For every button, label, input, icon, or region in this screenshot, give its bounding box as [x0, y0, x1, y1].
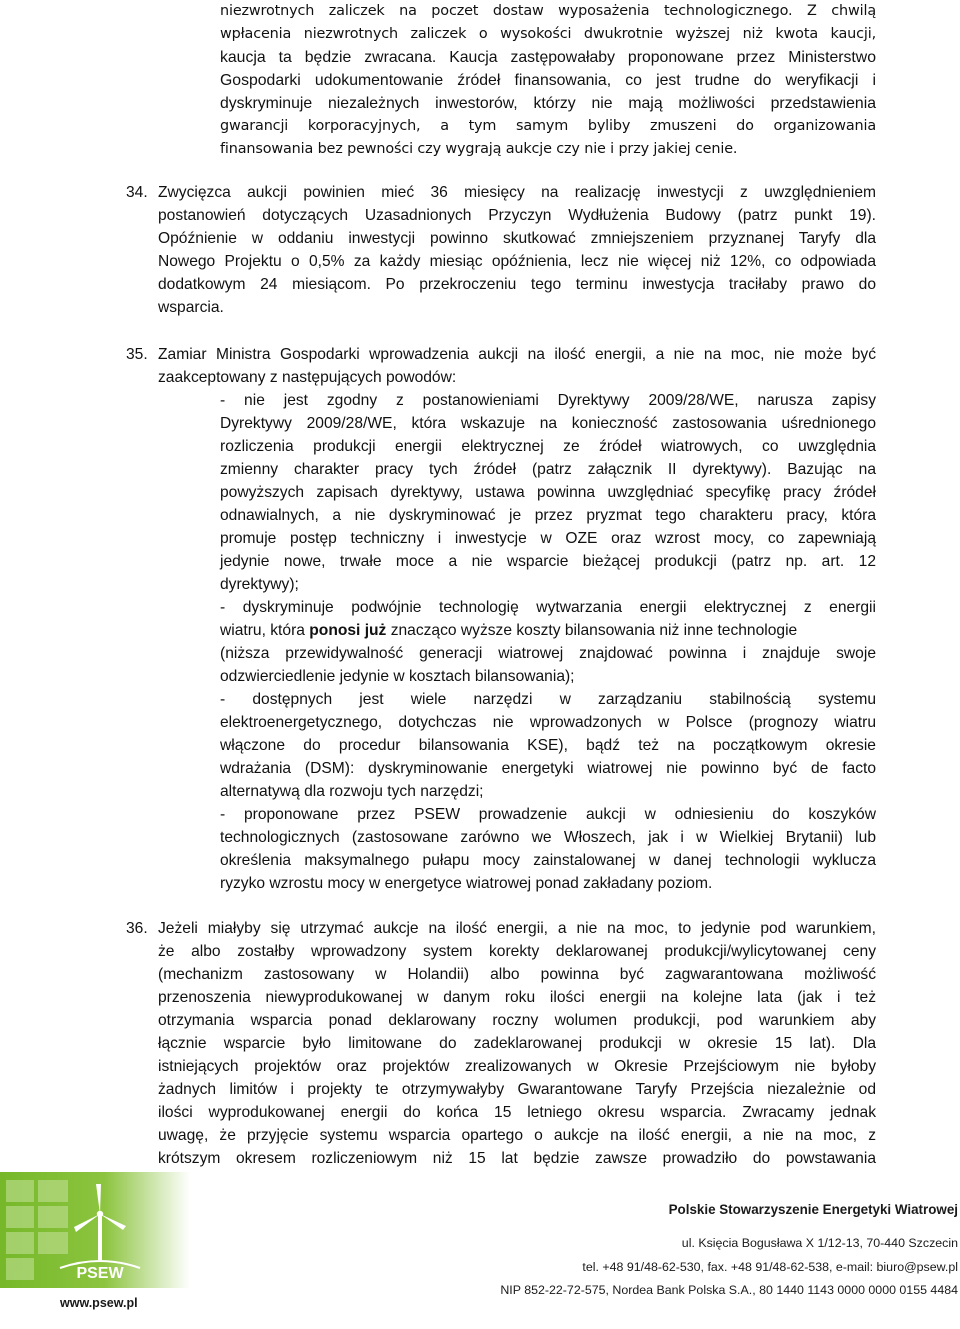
text-line: kaucja ta będzie zwracana. Kaucja zastępowałaby proponowane przez Ministerstwo	[220, 49, 876, 66]
list-item-line: określenia maksymalnego pułapu mocy zainstalowanej w danej technologii wyklucza	[220, 852, 876, 869]
list-item-line: powyższych zapisach dyrektywy, ustawa powinna uwzględniać specyfikę pracy źródeł	[220, 484, 876, 501]
paragraph-34	[158, 181, 876, 319]
text-line: gwarancji korporacyjnych, a tym samym byliby zmuszeni do organizowania	[220, 118, 876, 134]
footer-address: ul. Księcia Bogusława X 1/12-13, 70-440 Szczecin	[681, 1236, 958, 1250]
list-item-line: ryzyko wzrostu mocy w energetyce wiatrowej ponad zakładany poziom.	[220, 875, 713, 892]
footer-website[interactable]: www.psew.pl	[60, 1296, 138, 1310]
paragraph-number: 35.	[126, 346, 148, 363]
bold-text-run: ponosi już	[309, 622, 387, 639]
list-item-line: rozliczenia produkcji energii elektrycznej ze źródeł wiatrowych, co uwzględnia	[220, 438, 876, 455]
text-line: (mechanizm zastosowany w Holandii) albo powinna być zagwarantowana możliwość	[158, 966, 876, 983]
list-item-line: - dyskryminuje podwójnie technologię wytwarzania energii elektrycznej z energii	[220, 599, 876, 616]
text-line: wpłacenia niezwrotnych zaliczek o wysokości dwukrotnie wyższej niż kwota kaucji,	[220, 26, 876, 42]
list-item-line: wdrażania (DSM): dyskryminowanie energetyki wiatrowej nie powinno być de facto	[220, 760, 876, 777]
paragraph-36	[158, 917, 876, 1170]
list-item-line: (niższa przewidywalność generacji wiatrowej znajdować powinna i znajduje swoje	[220, 645, 876, 662]
text-line: Nowego Projektu o 0,5% za każdy miesiąc opóźnienia, lecz nie więcej niż 12%, co odpowiada	[158, 253, 876, 270]
text-line: przenoszenia niewyprodukowanej w danym roku ilości energii na kolejne lata (jak i też	[158, 989, 876, 1006]
text-line: Zamiar Ministra Gospodarki wprowadzenia aukcji na ilość energii, a nie na moc, nie może być	[158, 346, 876, 363]
list-item-line: - dostępnych jest wiele narzędzi w zarządzaniu stabilnością systemu	[220, 691, 876, 708]
paragraph-35	[158, 343, 876, 389]
paragraph-35-list	[220, 389, 876, 895]
list-item-line	[220, 619, 876, 642]
list-item-line: technologicznych (zastosowane zarówno we Włoszech, jak i w Wielkiej Brytanii) lub	[220, 829, 876, 846]
text-line: Gospodarki udokumentowanie źródeł finansowania, co jest trudne do weryfikacji i	[220, 72, 876, 89]
paragraph-number: 36.	[126, 920, 148, 937]
paragraph-33-continuation	[220, 0, 876, 161]
text-line: dyskryminuje niezależnych inwestorów, którzy nie mają możliwości przedstawienia	[220, 95, 876, 112]
text-line: zaakceptowany z następujących powodów:	[158, 369, 457, 386]
text-line: że albo zostałby wprowadzony system korekty deklarowanej produkcji/wylicytowanej ceny	[158, 943, 876, 960]
text-line: postanowień dotyczących Uzasadnionych Przyczyn Wydłużenia Budowy (patrz punkt 19).	[158, 207, 876, 224]
footer-background	[190, 1302, 960, 1329]
footer-organization-name: Polskie Stowarzyszenie Energetyki Wiatrowej	[668, 1202, 958, 1217]
paragraph-number: 34.	[126, 184, 148, 201]
text-line: otrzymania wsparcia ponad deklarowany roczny wolumen produkcji, pod warunkiem aby	[158, 1012, 876, 1029]
text-line: Opóźnienie w oddaniu inwestycji powinno skutkować zmniejszeniem przyznanej Taryfy dla	[158, 230, 876, 247]
text-line: uwagę, że przyjęcie systemu wsparcia opartego o aukcje na ilość energii, a nie na moc, z	[158, 1127, 876, 1144]
list-item-line: Dyrektywy 2009/28/WE, która wskazuje na konieczność zastosowania uśrednionego	[220, 415, 876, 432]
text-line: żadnych limitów i projekty te otrzymywałyby Gwarantowane Taryfy Przejścia niezależnie od	[158, 1081, 876, 1098]
text-line: finansowania bez pewności czy wygrają aukcje czy nie i przy jakiej cenie.	[220, 141, 738, 157]
text-run: wiatru, która	[220, 622, 310, 639]
footer-contact: tel. +48 91/48-62-530, fax. +48 91/48-62-538, e-mail: biuro@psew.pl	[582, 1260, 958, 1274]
list-item-line: dyrektywy);	[220, 576, 299, 593]
footer-nip-bank: NIP 852-22-72-575, Nordea Bank Polska S.A., 80 1440 1143 0000 0000 0155 4484	[500, 1283, 958, 1297]
text-line: Zwycięzca aukcji powinien mieć 36 miesięcy na realizację inwestycji z uwzględnieniem	[158, 184, 876, 201]
text-line: Jeżeli miałyby się utrzymać aukcje na ilość energii, a nie na moc, to jedynie pod warunkiem,	[158, 920, 876, 937]
list-item-line: zmienny charakter pracy tych źródeł (patrz załącznik II dyrektywy). Bazując na	[220, 461, 876, 478]
list-item-line: - proponowane przez PSEW prowadzenie aukcji w odniesieniu do koszyków	[220, 806, 876, 823]
text-run: znacząco wyższe koszty bilansowania niż inne technologie	[386, 622, 798, 639]
text-line: istniejących projektów oraz projektów zrealizowanych w Okresie Przejściowym nie byłoby	[158, 1058, 876, 1075]
list-item-line: promuje postęp techniczny i inwestycje w OZE oraz wzrost mocy, co zapewniają	[220, 530, 876, 547]
list-item-line: odnawialnych, a nie dyskryminować je przez pryzmat tego charakteru pracy, która	[220, 507, 876, 524]
logo-text: PSEW	[76, 1265, 124, 1282]
text-line: krótszym okresem rozliczeniowym niż 15 lat będzie zawsze prowadziło do powstawania	[158, 1150, 876, 1167]
text-line: dodatkowym 24 miesiącom. Po przekroczeniu tego terminu inwestycja traciłaby prawo do	[158, 276, 876, 293]
text-line: ilości wyprodukowanej energii do końca 15 letniego okresu wsparcia. Zwracamy jednak	[158, 1104, 876, 1121]
list-item-line: elektroenergetycznego, dotychczas nie wprowadzonych w Polsce (prognozy wiatru	[220, 714, 876, 731]
list-item-line: włączone do procedur bilansowania KSE), bądź też na początkowym okresie	[220, 737, 876, 754]
list-item-line: jedynie nowe, trwałe moce a nie wsparcie bieżącej produkcji (patrz np. art. 12	[220, 553, 876, 570]
text-line: łącznie wsparcie było limitowane do zadeklarowanej produkcji w okresie 15 lat). Dla	[158, 1035, 876, 1052]
list-item-line: alternatywą dla rozwoju tych narzędzi;	[220, 783, 484, 800]
list-item-line: - nie jest zgodny z postanowieniami Dyrektywy 2009/28/WE, narusza zapisy	[220, 392, 876, 409]
text-line: wsparcia.	[158, 299, 224, 316]
text-line: niezwrotnych zaliczek na poczet dostaw wyposażenia technologicznego. Z chwilą	[220, 3, 876, 19]
list-item-line: odzwierciedlenie jedynie w kosztach bilansowania);	[220, 668, 575, 685]
